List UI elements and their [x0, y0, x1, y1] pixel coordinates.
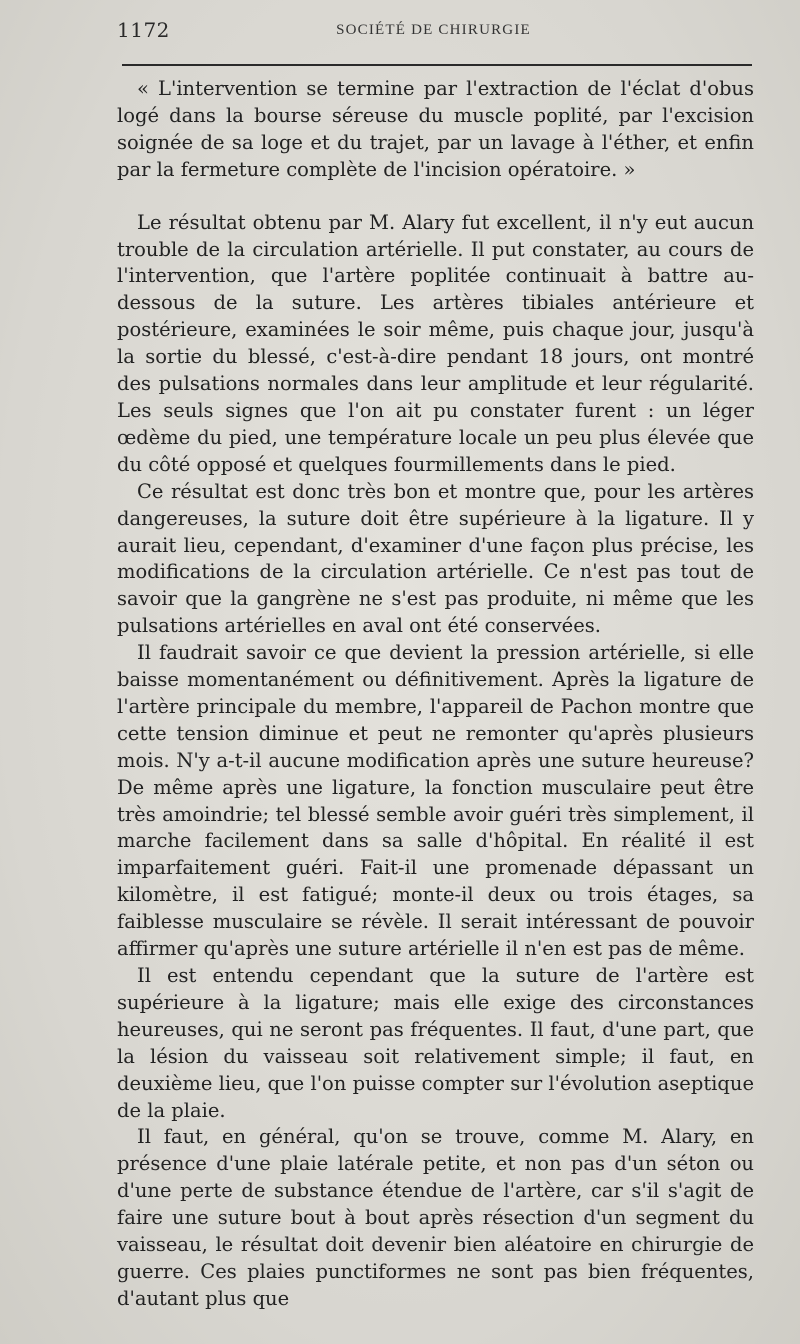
- running-head: SOCIÉTÉ DE CHIRURGIE: [336, 22, 531, 38]
- paragraph-conclusion: Ce résultat est donc très bon et montre que, pour les artères dangereuses, la suture doit être supérieure à la ligature. Il y aurait lieu, cependant, d'examiner d'une façon plus précise, les modifications de la circulation artérielle. Ce n'est pas tout de savoir que la gangrène ne s'est pas produite, ni même que les pulsations artérielles en aval ont été conservées.: [117, 479, 754, 638]
- body-text: [117, 76, 754, 1313]
- paragraph-quote: « L'intervention se termine par l'extraction de l'éclat d'obus logé dans la bourse séreuse du muscle poplité, par l'excision soignée de sa loge et du trajet, par un lavage à l'éther, et enfin par la fermeture complète de l'incision opératoire. »: [117, 77, 754, 181]
- page-header: [117, 18, 750, 46]
- paragraph-pressure: Il faudrait savoir ce que devient la pression artérielle, si elle baisse momentanément ou définitivement. Après la ligature de l'artère principale du membre, l'appareil de Pachon montre que cette tension diminue et peut ne remonter qu'après plusieurs mois. N'y a-t-il aucune modification après une suture heureuse? De même après une ligature, la fonction musculaire peut être très amoindrie; tel blessé semble avoir guéri très simplement, il marche facilement dans sa salle d'hôpital. En réalité il est imparfaitement guéri. Fait-il une promenade dépassant un kilomètre, il est fatigué; monte-il deux ou trois étages, sa faiblesse musculaire se révèle. Il serait intéressant de pouvoir affirmer qu'après une suture artérielle il n'en est pas de même.: [117, 641, 754, 961]
- paragraph-conditions: Il est entendu cependant que la suture de l'artère est supérieure à la ligature; mais elle exige des circonstances heureuses, qui ne seront pas fréquentes. Il faut, d'une part, que la lésion du vaisseau soit relativement simple; il faut, en deuxième lieu, que l'on puisse compter sur l'évolution aseptique de la plaie.: [117, 964, 754, 1122]
- paragraph-result: Le résultat obtenu par M. Alary fut excellent, il n'y eut aucun trouble de la circulation artérielle. Il put constater, au cours de l'intervention, que l'artère poplitée continuait à battre au-dessous de la suture. Les artères tibiales antérieure et postérieure, examinées le soir même, puis chaque jour, jusqu'à la sortie du blessé, c'est-à-dire pendant 18 jours, ont montré des pulsations normales dans leur amplitude et leur régularité. Les seuls signes que l'on ait pu constater furent : un léger œdème du pied, une température locale un peu plus élevée que du côté opposé et quelques fourmillements dans le pied.: [117, 210, 754, 476]
- header-rule: [122, 64, 752, 66]
- page-number: 1172: [117, 18, 170, 42]
- paragraph-wound: Il faut, en général, qu'on se trouve, comme M. Alary, en présence d'une plaie latérale petite, et non pas d'un séton ou d'une perte de substance étendue de l'artère, car s'il s'agit de faire une suture bout à bout après résection d'un segment du vaisseau, le résultat doit devenir bien aléatoire en chirurgie de guerre. Ces plaies punctiformes ne sont pas bien fréquentes, d'autant plus que: [117, 1125, 754, 1310]
